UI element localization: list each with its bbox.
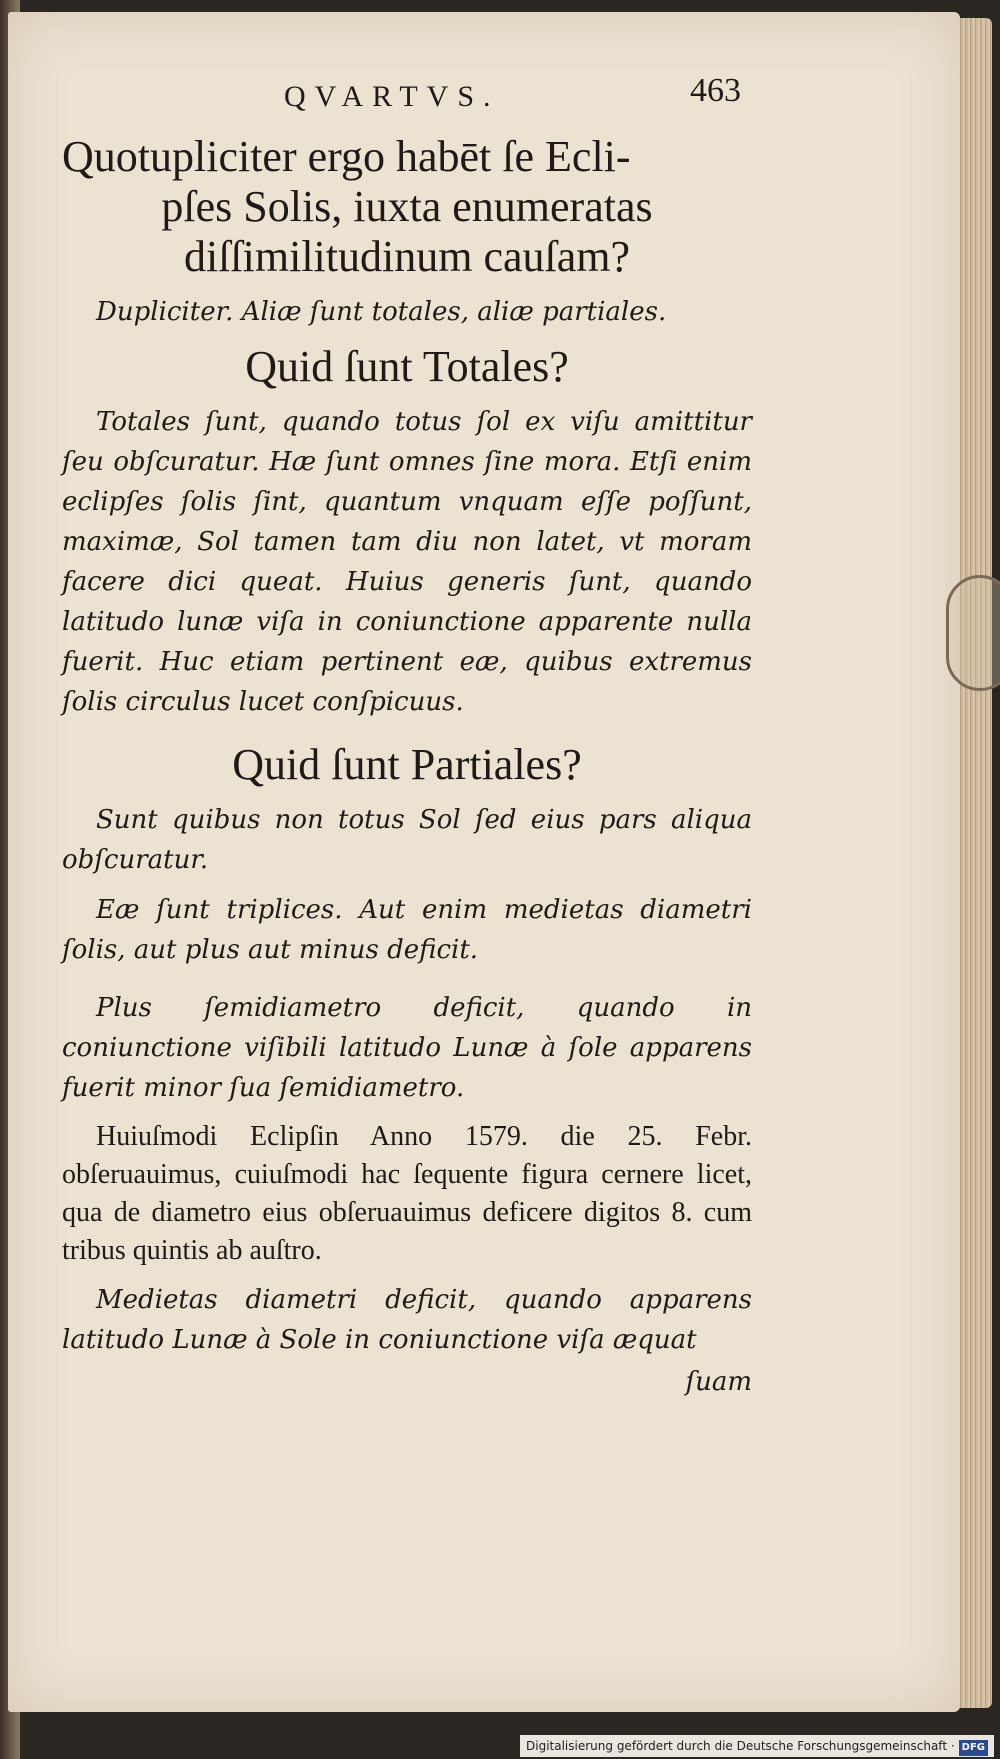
answer-3c: Plus ſemidiametro deficit, quando in coniunctione viſibili latitudo Lunæ à ſole apparens fuerit minor ſua ſemidiametro. — [62, 993, 752, 1103]
catchword: ſuam — [685, 1367, 752, 1397]
question-1-line-1: Quotupliciter ergo habēt ſe Ecli- — [62, 132, 631, 181]
page-edges — [958, 18, 992, 1708]
answer-3d: Medietas diametri deficit, quando apparens latitudo Lunæ à Sole in coniunctione viſa æquat — [62, 1285, 752, 1355]
clasp-ring — [946, 575, 1000, 691]
question-2: Quid ſunt Totales? — [245, 342, 569, 391]
running-title: QVARTVS. — [284, 80, 500, 113]
page-number: 463 — [690, 72, 741, 109]
answer-2: Totales ſunt, quando totus ſol ex viſu amittitur ſeu obſcuratur. Hæ ſunt omnes ſine mora. Etſi enim eclipſes ſolis ſint, quantum vnquam eſſe poſſunt, maximæ, Sol tamen tam diu non latet, vt moram facere dici queat. Huius generis ſunt, quando latitudo lunæ viſa in coniunctione apparente nulla fuerit. Huc etiam pertinent eæ, quibus extremus ſolis circulus lucet conſpicuus. — [62, 407, 752, 717]
question-1-line-2: pſes Solis, iuxta enumeratas — [161, 182, 653, 231]
running-head — [62, 72, 752, 132]
answer-3a: Sunt quibus non totus Sol ſed eius pars aliqua obſcuratur. — [62, 805, 752, 875]
observation-paragraph: Huiuſmodi Eclipſin Anno 1579. die 25. Febr. obſeruauimus, cuiuſmodi hac ſequente figura cernere licet, qua de diametro eius obſeruauimus deficere digitos 8. cum tribus quintis ab auſtro. — [62, 1121, 752, 1266]
answer-3b: Eæ ſunt triplices. Aut enim medietas diametri ſolis, aut plus aut minus deficit. — [62, 895, 752, 965]
dfg-logo-icon: DFG — [959, 1740, 988, 1756]
page-text — [62, 72, 752, 1402]
question-3: Quid ſunt Partiales? — [232, 740, 582, 789]
digitization-credit — [520, 1735, 994, 1757]
question-1-line-3: diſſimilitudinum cauſam? — [183, 232, 631, 281]
answer-1: Dupliciter. Aliæ ſunt totales, aliæ partiales. — [96, 297, 667, 327]
credit-text: Digitalisierung gefördert durch die Deutsche Forschungsgemeinschaft · — [526, 1739, 955, 1753]
question-1 — [62, 132, 752, 282]
